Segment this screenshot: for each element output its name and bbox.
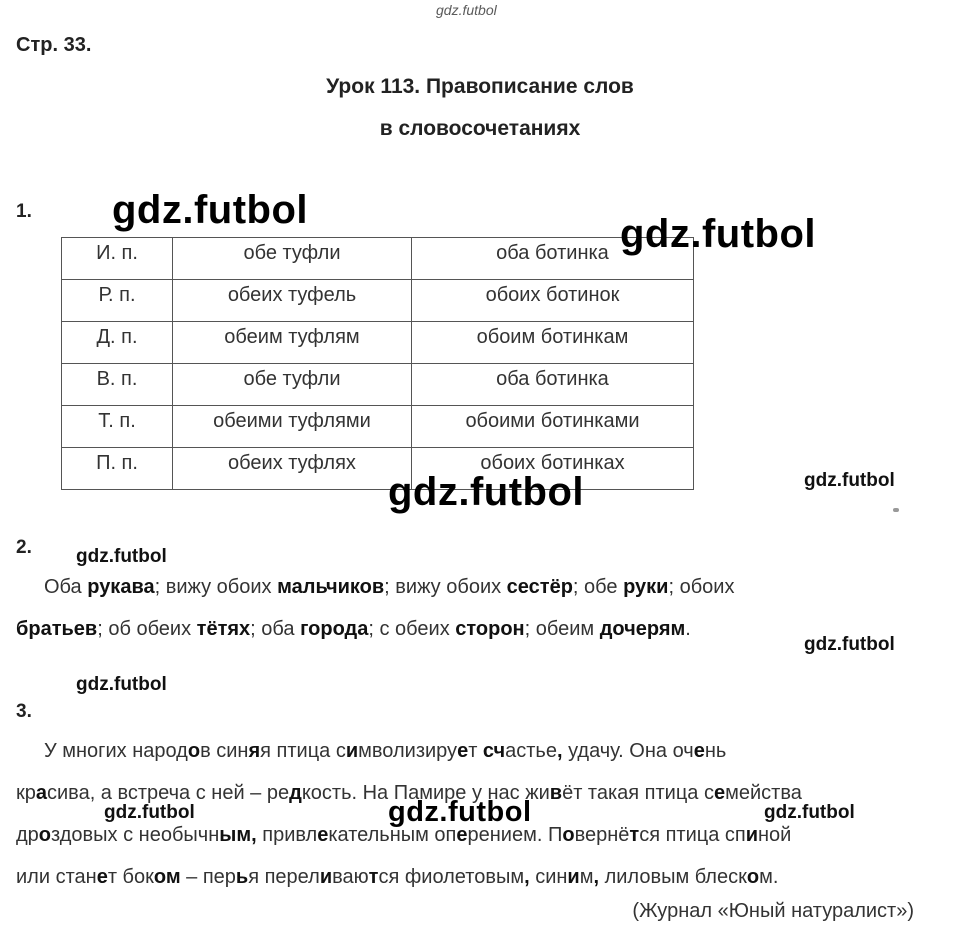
word-cell: обе туфли xyxy=(173,238,412,280)
table-row xyxy=(62,448,694,490)
text-segment: ся птица сп xyxy=(639,824,746,846)
table-row xyxy=(62,238,694,280)
highlight: и xyxy=(345,740,359,762)
watermark: gdz.futbol xyxy=(388,470,585,514)
task-2-number: 2. xyxy=(16,537,32,558)
highlight: и xyxy=(567,866,580,888)
text-segment: я перел xyxy=(248,866,320,888)
task-1-number: 1. xyxy=(16,201,32,222)
text-segment: или стан xyxy=(16,866,97,888)
highlight: ым, xyxy=(219,824,257,846)
text-segment: удачу. Она оч xyxy=(562,740,694,762)
text-segment: др xyxy=(16,824,39,846)
text-segment: ; обеим xyxy=(524,618,600,640)
highlight: о xyxy=(746,866,760,888)
task-3-line xyxy=(16,856,944,898)
highlight: е xyxy=(317,824,329,846)
watermark-top: gdz.futbol xyxy=(436,2,497,18)
watermark: gdz.futbol xyxy=(112,188,309,232)
text-segment: Оба xyxy=(44,576,88,598)
highlight: рукава xyxy=(87,576,155,598)
text-segment: ; вижу обоих xyxy=(384,576,507,598)
text-segment: рением. П xyxy=(467,824,563,846)
text-segment: в син xyxy=(200,740,249,762)
word-cell: обеих туфель xyxy=(173,280,412,322)
text-segment: ; об обеих xyxy=(97,618,197,640)
page-number: Стр. 33. xyxy=(16,34,92,56)
highlight: е xyxy=(456,824,468,846)
highlight: и xyxy=(319,866,333,888)
lesson-title: Урок 113. Правописание слов xyxy=(326,75,634,98)
text-segment: лиловым блеск xyxy=(599,866,747,888)
highlight: т xyxy=(629,824,640,846)
text-segment: сива, а встреча с ней – ре xyxy=(47,782,290,804)
case-cell: Д. п. xyxy=(62,322,173,364)
text-segment: син xyxy=(529,866,568,888)
highlight: тётях xyxy=(196,618,251,640)
highlight: мальчиков xyxy=(277,576,385,598)
highlight: руки xyxy=(623,576,669,598)
highlight: , xyxy=(593,866,600,888)
case-cell: Т. п. xyxy=(62,406,173,448)
highlight: а xyxy=(35,782,47,804)
task-2-line xyxy=(16,566,944,608)
highlight: е xyxy=(457,740,469,762)
text-segment: мволизиру xyxy=(358,740,458,762)
text-segment: здовых с необычн xyxy=(51,824,220,846)
word-cell: обеими туфлями xyxy=(173,406,412,448)
text-segment: . xyxy=(685,618,691,640)
highlight: дочерям xyxy=(599,618,686,640)
word-cell: обеих туфлях xyxy=(173,448,412,490)
watermark: gdz.futbol xyxy=(76,546,167,567)
table-row xyxy=(62,364,694,406)
watermark: gdz.futbol xyxy=(620,212,817,256)
word-cell: оба ботинка xyxy=(412,238,694,280)
text-segment: ; с обеих xyxy=(368,618,456,640)
text-segment: У многих народ xyxy=(44,740,188,762)
text-segment: ; оба xyxy=(250,618,301,640)
highlight: сестёр xyxy=(506,576,573,598)
text-segment: мейства xyxy=(725,782,802,804)
watermark: gdz.futbol xyxy=(804,634,895,655)
word-cell: обоими ботинками xyxy=(412,406,694,448)
lesson-subtitle: в словосочетаниях xyxy=(379,117,581,140)
word-cell: обоим ботинкам xyxy=(412,322,694,364)
highlight: е xyxy=(713,782,726,804)
word-cell: обеим туфлям xyxy=(173,322,412,364)
text-segment: ной xyxy=(758,824,792,846)
highlight: о xyxy=(38,824,52,846)
table-row xyxy=(62,322,694,364)
declension-table xyxy=(61,237,694,490)
highlight: города xyxy=(300,618,369,640)
watermark: gdz.futbol xyxy=(764,802,855,823)
table-row xyxy=(62,406,694,448)
text-segment: м. xyxy=(759,866,779,888)
text-segment: м xyxy=(579,866,594,888)
word-cell: обоих ботинок xyxy=(412,280,694,322)
case-cell: В. п. xyxy=(62,364,173,406)
text-segment: привл xyxy=(256,824,318,846)
case-cell: Р. п. xyxy=(62,280,173,322)
word-cell: обе туфли xyxy=(173,364,412,406)
highlight: ь xyxy=(235,866,249,888)
text-source: (Журнал «Юный натуралист») xyxy=(632,900,914,922)
task-3-number: 3. xyxy=(16,701,32,722)
highlight: о xyxy=(187,740,201,762)
watermark: gdz.futbol xyxy=(76,674,167,695)
highlight: е xyxy=(693,740,705,762)
highlight: в xyxy=(549,782,563,804)
word-cell: обоих ботинках xyxy=(412,448,694,490)
text-segment: кр xyxy=(16,782,36,804)
highlight: о xyxy=(562,824,575,846)
text-segment: ; обе xyxy=(572,576,624,598)
table-row xyxy=(62,280,694,322)
text-segment: т xyxy=(468,740,483,762)
highlight: т xyxy=(368,866,379,888)
highlight: братьев xyxy=(16,618,98,640)
highlight: я xyxy=(248,740,261,762)
text-segment: ся фиолетовым xyxy=(378,866,525,888)
text-segment: – пер xyxy=(180,866,236,888)
highlight: , xyxy=(556,740,563,762)
watermark: gdz.futbol xyxy=(804,470,895,491)
word-cell: оба ботинка xyxy=(412,364,694,406)
text-segment: ; обоих xyxy=(668,576,735,598)
highlight: сторон xyxy=(455,618,525,640)
text-segment: ; вижу обоих xyxy=(154,576,278,598)
text-segment: кательным оп xyxy=(328,824,457,846)
highlight: , xyxy=(524,866,530,888)
text-segment: астье xyxy=(505,740,557,762)
watermark: gdz.futbol xyxy=(388,796,532,828)
highlight: ом xyxy=(153,866,181,888)
case-cell: И. п. xyxy=(62,238,173,280)
highlight: и xyxy=(745,824,758,846)
highlight: д xyxy=(289,782,302,804)
text-segment: вернё xyxy=(574,824,630,846)
case-cell: П. п. xyxy=(62,448,173,490)
highlight: сч xyxy=(482,740,506,762)
text-segment: ёт такая птица с xyxy=(562,782,714,804)
text-segment: я птица с xyxy=(260,740,346,762)
text-segment: нь xyxy=(704,740,727,762)
text-segment: ваю xyxy=(332,866,369,888)
highlight: е xyxy=(96,866,108,888)
watermark: gdz.futbol xyxy=(104,802,195,823)
ink-dot xyxy=(893,508,899,512)
text-segment: т бок xyxy=(107,866,154,888)
task-3-line xyxy=(16,730,944,772)
text-segment: кость. На Памире у нас жи xyxy=(301,782,550,804)
